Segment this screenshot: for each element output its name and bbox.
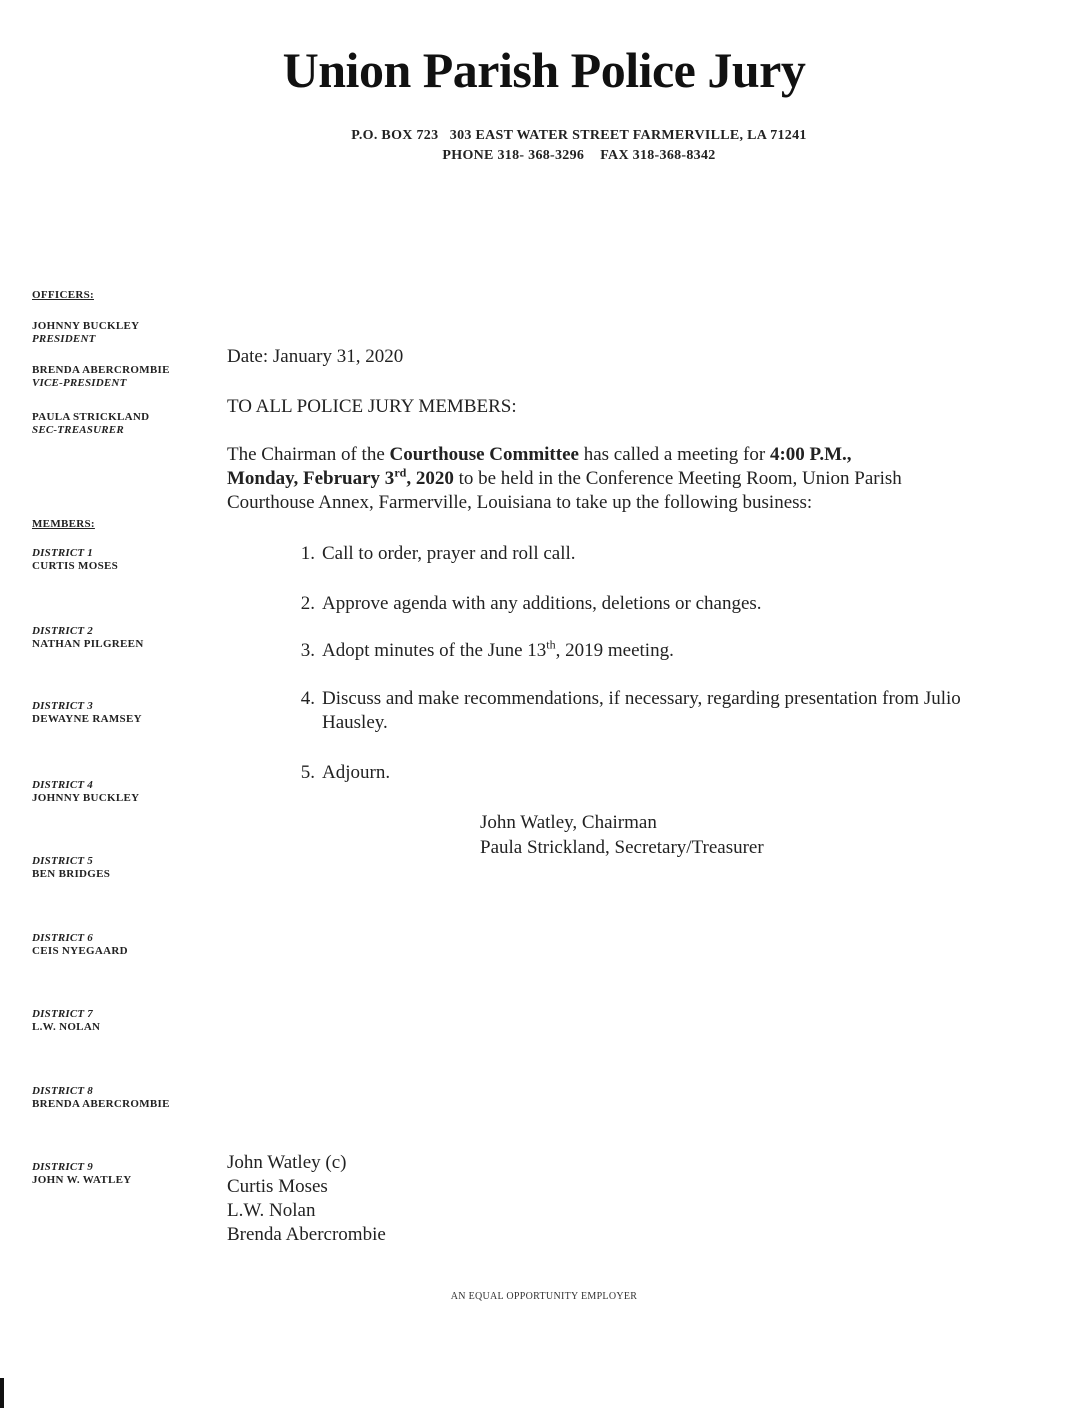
agenda-text: Call to order, prayer and roll call. [322,543,576,564]
phone-number: PHONE 318- 368-3296 [442,148,585,163]
member-name: BRENDA ABERCROMBIE [32,1098,170,1110]
member-name: JOHN W. WATLEY [32,1174,132,1186]
member-district: DISTRICT 3 [32,700,93,712]
fax-number: FAX 318-368-8342 [600,148,716,163]
member-district: DISTRICT 1 [32,547,93,559]
salutation: TO ALL POLICE JURY MEMBERS: [227,396,517,417]
member-entry [32,1161,131,1187]
meeting-notice-paragraph [227,443,957,515]
footer-eoe: AN EQUAL OPPORTUNITY EMPLOYER [450,1291,638,1302]
agenda-number: 3. [300,640,315,661]
member-name: CURTIS MOSES [32,560,119,572]
intro-text: to be held in the Conference Meeting Room, Union Parish Courthouse Annex, Farmerville, Louisiana to take up the following business: [227,468,902,513]
agenda-number: 1. [300,543,315,564]
member-entry [32,1085,170,1111]
agenda-text: Adjourn. [322,762,391,783]
committee-member: Curtis Moses [227,1176,328,1197]
member-entry [32,779,139,805]
agenda-text: Discuss and make recommendations, if necessary, regarding presentation from Julio Hausley. [322,688,961,733]
member-district: DISTRICT 7 [32,1008,93,1020]
officer-title: PRESIDENT [32,333,96,345]
agenda-text [322,639,962,663]
mailing-address: P.O. BOX 723 303 EAST WATER STREET FARMERVILLE, LA 71241 [351,128,807,143]
meeting-date [227,465,454,489]
committee-member: John Watley (c) [227,1152,347,1173]
member-name: CEIS NYEGAARD [32,945,128,957]
date-ordinal: rd [394,465,407,480]
member-district: DISTRICT 4 [32,779,93,791]
member-name: L.W. NOLAN [32,1021,101,1033]
officer-entry [32,411,149,437]
signature-block [480,810,764,860]
member-entry [32,855,110,881]
intro-text: The Chairman of the [227,444,390,465]
agenda-text-part: , 2019 meeting. [555,640,674,661]
officer-entry [32,364,170,390]
agenda-number: 4. [300,688,315,709]
letterhead [0,40,1088,166]
officer-title: SEC-TREASURER [32,424,124,436]
committee-name: Courthouse Committee [389,444,579,465]
member-name: BEN BRIDGES [32,868,111,880]
date-ordinal: th [546,637,556,652]
member-name: JOHNNY BUCKLEY [32,792,140,804]
organization-name: Union Parish Police Jury [282,42,806,98]
intro-text: has called a meeting for [578,444,770,465]
member-district: DISTRICT 2 [32,625,93,637]
member-entry [32,700,142,726]
member-district: DISTRICT 6 [32,932,93,944]
officer-name: BRENDA ABERCROMBIE [32,364,170,376]
member-district: DISTRICT 8 [32,1085,93,1097]
chairman-signature: John Watley, Chairman [480,812,657,833]
member-entry [32,625,144,651]
officer-entry [32,320,139,346]
officer-title: VICE-PRESIDENT [32,377,127,389]
member-entry [32,1008,100,1034]
meeting-time: 4:00 P.M., [769,444,852,465]
agenda-number: 2. [300,593,315,614]
agenda-number: 5. [300,762,315,783]
member-name: NATHAN PILGREEN [32,638,144,650]
letter-date: Date: January 31, 2020 [227,346,404,367]
agenda-text: Approve agenda with any additions, deletions or changes. [322,593,762,614]
member-district: DISTRICT 9 [32,1161,93,1173]
committee-member: Brenda Abercrombie [227,1224,386,1245]
member-district: DISTRICT 5 [32,855,93,867]
members-heading: MEMBERS: [32,518,95,530]
committee-member: L.W. Nolan [227,1200,316,1221]
officers-heading: OFFICERS: [32,289,94,301]
scan-edge-mark [0,1378,4,1408]
meeting-year: , 2020 [406,468,454,489]
officer-name: JOHNNY BUCKLEY [32,320,140,332]
secretary-signature: Paula Strickland, Secretary/Treasurer [480,837,764,858]
committee-members-list [227,1151,386,1247]
member-entry [32,547,118,573]
member-name: DEWAYNE RAMSEY [32,713,142,725]
meeting-day: Monday, February 3 [227,468,395,489]
agenda-text-part: Adopt minutes of the June 13 [322,640,547,661]
member-entry [32,932,128,958]
officer-name: PAULA STRICKLAND [32,411,150,423]
phone-fax-line [0,146,1088,166]
